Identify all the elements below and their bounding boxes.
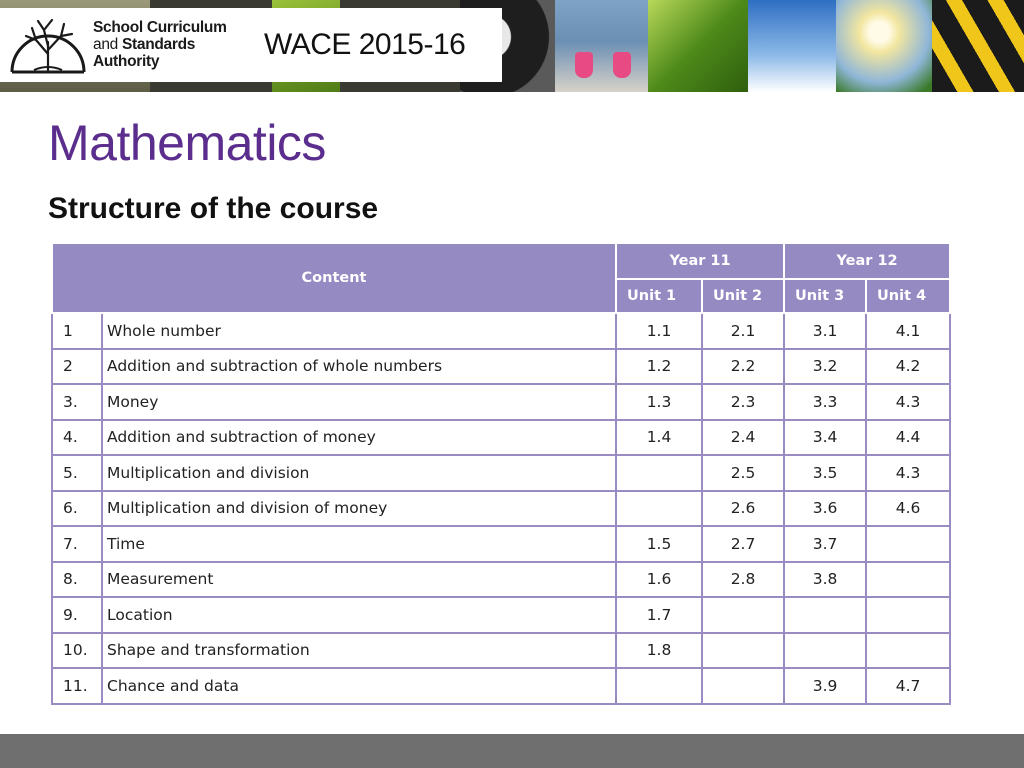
unit-4-cell: 4.2 bbox=[866, 349, 950, 385]
content-cell: Time bbox=[102, 526, 616, 562]
content-cell: Location bbox=[102, 597, 616, 633]
content-cell: Whole number bbox=[102, 313, 616, 349]
unit-2-cell bbox=[702, 633, 784, 669]
unit-2-cell bbox=[702, 668, 784, 704]
unit-3-cell: 3.5 bbox=[784, 455, 866, 491]
unit-1-cell bbox=[616, 455, 702, 491]
row-number: 5. bbox=[52, 455, 102, 491]
year-12-header: Year 12 bbox=[784, 243, 950, 279]
unit-3-cell: 3.8 bbox=[784, 562, 866, 598]
table-row bbox=[52, 313, 950, 349]
unit-4-cell bbox=[866, 633, 950, 669]
unit-4-cell: 4.6 bbox=[866, 491, 950, 527]
unit-3-cell: 3.1 bbox=[784, 313, 866, 349]
organisation-name bbox=[93, 19, 227, 70]
page-title: Mathematics bbox=[48, 115, 326, 171]
shoe-icon bbox=[613, 52, 631, 78]
logo-panel bbox=[0, 8, 502, 82]
row-number: 3. bbox=[52, 384, 102, 420]
unit-2-cell: 2.1 bbox=[702, 313, 784, 349]
table-row bbox=[52, 420, 950, 456]
row-number: 11. bbox=[52, 668, 102, 704]
row-number: 6. bbox=[52, 491, 102, 527]
unit-4-cell: 4.3 bbox=[866, 455, 950, 491]
header-banner bbox=[0, 0, 1024, 92]
unit-1-cell: 1.1 bbox=[616, 313, 702, 349]
unit-2-cell: 2.7 bbox=[702, 526, 784, 562]
unit-3-cell: 3.9 bbox=[784, 668, 866, 704]
table-row bbox=[52, 633, 950, 669]
banner-photo bbox=[748, 0, 836, 92]
row-number: 8. bbox=[52, 562, 102, 598]
table-row bbox=[52, 562, 950, 598]
unit-4-cell: 4.4 bbox=[866, 420, 950, 456]
unit-2-cell: 2.5 bbox=[702, 455, 784, 491]
unit-4-cell bbox=[866, 562, 950, 598]
unit-1-cell bbox=[616, 491, 702, 527]
tree-logo-icon bbox=[8, 12, 88, 78]
unit-4-cell bbox=[866, 526, 950, 562]
unit-4-cell: 4.1 bbox=[866, 313, 950, 349]
unit-1-cell: 1.8 bbox=[616, 633, 702, 669]
unit-3-cell bbox=[784, 633, 866, 669]
content-header: Content bbox=[52, 243, 616, 313]
table-row bbox=[52, 668, 950, 704]
banner-photo bbox=[555, 0, 648, 92]
org-line-2-conj: and bbox=[93, 36, 118, 53]
org-line-1: School Curriculum bbox=[93, 19, 227, 36]
table-row bbox=[52, 384, 950, 420]
unit-1-cell: 1.3 bbox=[616, 384, 702, 420]
unit-4-cell: 4.3 bbox=[866, 384, 950, 420]
unit-3-cell: 3.3 bbox=[784, 384, 866, 420]
unit-4-cell: 4.7 bbox=[866, 668, 950, 704]
unit-1-cell: 1.6 bbox=[616, 562, 702, 598]
banner-photo bbox=[932, 0, 1024, 92]
unit-3-cell bbox=[784, 597, 866, 633]
unit-1-cell: 1.7 bbox=[616, 597, 702, 633]
unit-1-cell: 1.2 bbox=[616, 349, 702, 385]
content-cell: Measurement bbox=[102, 562, 616, 598]
unit-2-header: Unit 2 bbox=[702, 279, 784, 313]
year-11-header: Year 11 bbox=[616, 243, 784, 279]
table-row bbox=[52, 526, 950, 562]
unit-2-cell bbox=[702, 597, 784, 633]
course-structure-table bbox=[51, 242, 951, 705]
row-number: 2 bbox=[52, 349, 102, 385]
unit-2-cell: 2.4 bbox=[702, 420, 784, 456]
unit-4-header: Unit 4 bbox=[866, 279, 950, 313]
unit-1-cell bbox=[616, 668, 702, 704]
content-cell: Chance and data bbox=[102, 668, 616, 704]
content-cell: Money bbox=[102, 384, 616, 420]
unit-4-cell bbox=[866, 597, 950, 633]
unit-1-header: Unit 1 bbox=[616, 279, 702, 313]
org-line-2-word: Standards bbox=[121, 36, 196, 53]
unit-2-cell: 2.8 bbox=[702, 562, 784, 598]
footer-bar bbox=[0, 734, 1024, 768]
unit-2-cell: 2.3 bbox=[702, 384, 784, 420]
unit-2-cell: 2.6 bbox=[702, 491, 784, 527]
row-number: 1 bbox=[52, 313, 102, 349]
content-cell: Addition and subtraction of whole numbers bbox=[102, 349, 616, 385]
unit-3-cell: 3.7 bbox=[784, 526, 866, 562]
org-line-2 bbox=[93, 36, 227, 53]
shoe-icon bbox=[575, 52, 593, 78]
org-line-3: Authority bbox=[93, 53, 160, 70]
row-number: 9. bbox=[52, 597, 102, 633]
table-body bbox=[52, 313, 950, 704]
banner-photo bbox=[648, 0, 748, 92]
row-number: 7. bbox=[52, 526, 102, 562]
unit-1-cell: 1.5 bbox=[616, 526, 702, 562]
content-cell: Shape and transformation bbox=[102, 633, 616, 669]
page-subtitle: Structure of the course bbox=[48, 192, 379, 225]
table-header-row bbox=[52, 243, 950, 279]
banner-photo bbox=[836, 0, 932, 92]
content-cell: Addition and subtraction of money bbox=[102, 420, 616, 456]
table-row bbox=[52, 491, 950, 527]
unit-3-cell: 3.2 bbox=[784, 349, 866, 385]
table-row bbox=[52, 349, 950, 385]
unit-3-cell: 3.6 bbox=[784, 491, 866, 527]
content-cell: Multiplication and division of money bbox=[102, 491, 616, 527]
program-title: WACE 2015-16 bbox=[264, 28, 466, 61]
unit-3-cell: 3.4 bbox=[784, 420, 866, 456]
unit-2-cell: 2.2 bbox=[702, 349, 784, 385]
row-number: 10. bbox=[52, 633, 102, 669]
unit-3-header: Unit 3 bbox=[784, 279, 866, 313]
unit-1-cell: 1.4 bbox=[616, 420, 702, 456]
table-row bbox=[52, 455, 950, 491]
table-row bbox=[52, 597, 950, 633]
content-cell: Multiplication and division bbox=[102, 455, 616, 491]
row-number: 4. bbox=[52, 420, 102, 456]
